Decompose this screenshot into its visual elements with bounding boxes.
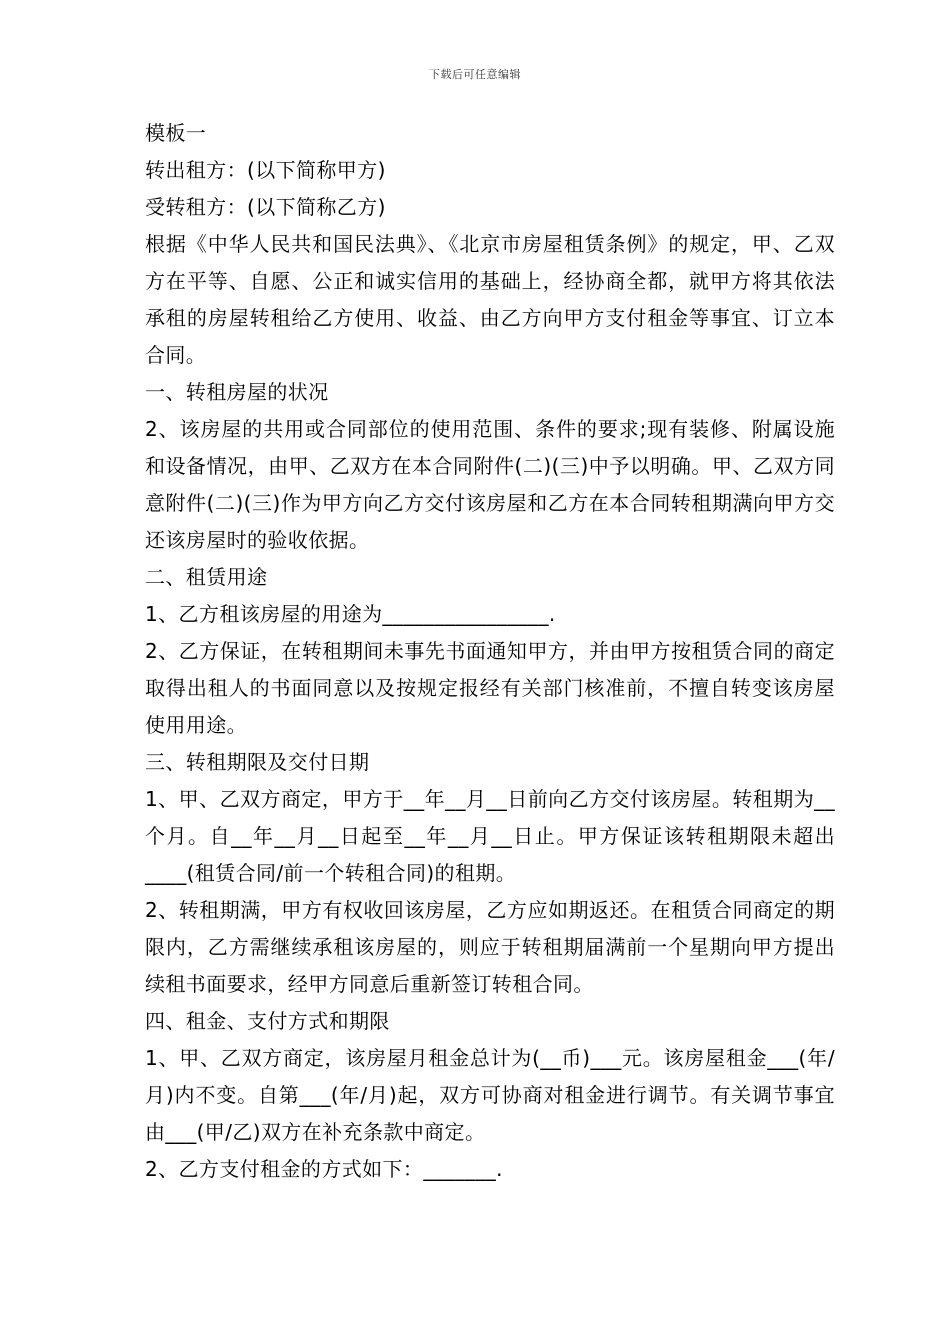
document-body <box>145 115 835 1188</box>
section-heading-2: 二、租赁用途 <box>145 565 268 589</box>
clause-1-2: 2、该房屋的共用或合同部位的使用范围、条件的要求;现有装修、附属设施和设备情况，由甲、乙双方在本合同附件(二)(三)中予以明确。甲、乙双方同意附件(二)(三)作为甲方向乙方交付该房屋和乙方在本合同转租期满向甲方交还该房屋时的验收依据。 <box>145 417 835 552</box>
section-heading-1: 一、转租房屋的状况 <box>145 380 329 404</box>
clause-3-1: 1、甲、乙双方商定，甲方于__年__月__日前向乙方交付该房屋。转租期为__个月。自__年__月__日起至__年__月__日止。甲方保证该转租期限未超出____(租赁合同/前一个转租合同)的租期。 <box>145 787 835 885</box>
section-heading-3: 三、转租期限及交付日期 <box>145 750 370 774</box>
preamble-paragraph: 根据《中华人民共和国民法典》、《北京市房屋租赁条例》的规定，甲、乙双方在平等、自愿、公正和诚实信用的基础上，经协商全都，就甲方将其依法承租的房屋转租给乙方使用、收益、由乙方向甲方支付租金等事宜、订立本合同。 <box>145 232 835 367</box>
clause-2-2: 2、乙方保证，在转租期间未事先书面通知甲方，并由甲方按租赁合同的商定取得出租人的书面同意以及按规定报经有关部门核准前，不擅自转变该房屋使用用途。 <box>145 639 835 737</box>
clause-4-2: 2、乙方支付租金的方式如下：_______. <box>145 1157 503 1181</box>
section-heading-4: 四、租金、支付方式和期限 <box>145 1009 390 1033</box>
clause-3-2: 2、转租期满，甲方有权收回该房屋，乙方应如期返还。在租赁合同商定的期限内，乙方需继续承租该房屋的，则应于转租期届满前一个星期向甲方提出续租书面要求，经甲方同意后重新签订转租合同。 <box>145 898 835 996</box>
page-header-note: 下载后可任意编辑 <box>429 68 521 81</box>
clause-2-1: 1、乙方租该房屋的用途为________________. <box>145 602 556 626</box>
template-title: 模板一 <box>145 121 207 145</box>
clause-4-1: 1、甲、乙双方商定，该房屋月租金总计为(__币)___元。该房屋租金___(年/月)内不变。自第___(年/月)起，双方可协商对租金进行调节。有关调节事宜由___(甲/乙)双方在补充条款中商定。 <box>145 1046 835 1144</box>
party-b-line: 受转租方：(以下简称乙方) <box>145 195 386 219</box>
party-a-line: 转出租方：(以下简称甲方) <box>145 158 386 182</box>
